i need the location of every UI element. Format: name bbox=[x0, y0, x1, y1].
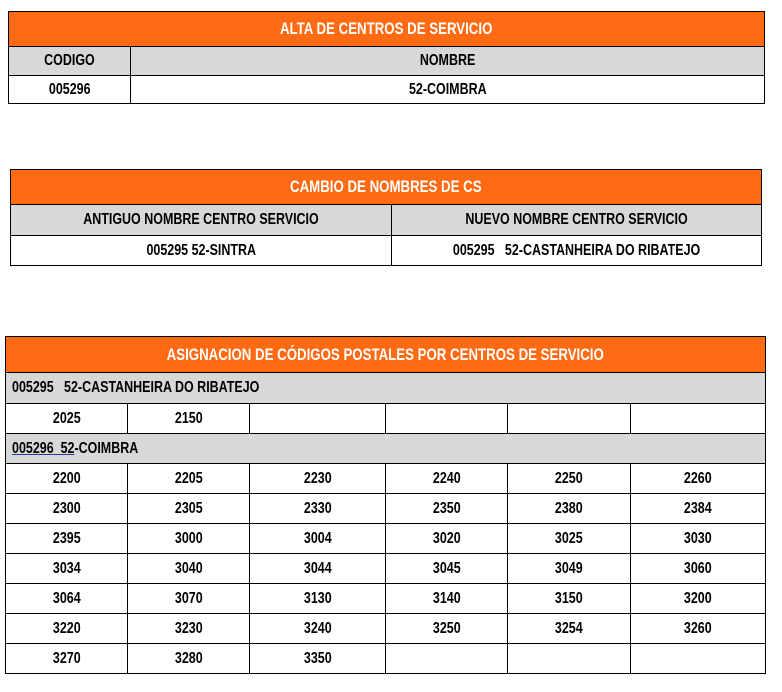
postal-code-cell: 3030 bbox=[631, 524, 766, 554]
postal-code-cell: 3270 bbox=[6, 644, 128, 674]
postal-code-cell: 3034 bbox=[6, 554, 128, 584]
postal-code-cell bbox=[508, 644, 631, 674]
postal-code-cell: 3150 bbox=[508, 584, 631, 614]
alta-col-codigo: CODIGO bbox=[9, 47, 131, 76]
postal-code-cell: 3025 bbox=[508, 524, 631, 554]
alta-row-codigo: 005296 bbox=[9, 76, 131, 104]
postal-code-cell bbox=[508, 404, 631, 434]
asignacion-title: ASIGNACION DE CÓDIGOS POSTALES POR CENTROS DE SERVICIO bbox=[6, 337, 766, 373]
postal-code-cell: 3254 bbox=[508, 614, 631, 644]
postal-code-cell: 2150 bbox=[128, 404, 250, 434]
postal-code-cell: 2240 bbox=[386, 464, 508, 494]
postal-code-cell: 3350 bbox=[250, 644, 386, 674]
cambio-col-antiguo: ANTIGUO NOMBRE CENTRO SERVICIO bbox=[11, 205, 392, 236]
group-header-coimbra bbox=[6, 434, 766, 464]
postal-code-cell: 3040 bbox=[128, 554, 250, 584]
postal-code-cell: 2260 bbox=[631, 464, 766, 494]
table-row bbox=[6, 524, 766, 554]
table-row bbox=[6, 614, 766, 644]
postal-code-cell: 3130 bbox=[250, 584, 386, 614]
postal-code-cell: 2205 bbox=[128, 464, 250, 494]
group-header-castanheira: 005295 52-CASTANHEIRA DO RIBATEJO bbox=[6, 373, 766, 404]
postal-code-cell: 2300 bbox=[6, 494, 128, 524]
postal-code-cell: 2395 bbox=[6, 524, 128, 554]
postal-code-cell: 3230 bbox=[128, 614, 250, 644]
alta-table bbox=[8, 11, 765, 104]
postal-code-cell: 3044 bbox=[250, 554, 386, 584]
postal-code-cell: 3240 bbox=[250, 614, 386, 644]
group2-name-rest: -COIMBRA bbox=[74, 439, 139, 457]
postal-code-cell: 3064 bbox=[6, 584, 128, 614]
postal-code-cell: 2230 bbox=[250, 464, 386, 494]
postal-code-cell bbox=[631, 404, 766, 434]
cambio-row-nuevo: 005295 52-CASTANHEIRA DO RIBATEJO bbox=[392, 236, 762, 266]
postal-code-cell: 3200 bbox=[631, 584, 766, 614]
group2-code: 005296 bbox=[12, 439, 54, 457]
table-row bbox=[6, 584, 766, 614]
postal-code-cell: 3020 bbox=[386, 524, 508, 554]
group-header-coimbra-cell bbox=[6, 434, 766, 464]
postal-code-cell: 3260 bbox=[631, 614, 766, 644]
table-row bbox=[6, 404, 766, 434]
postal-code-cell: 2200 bbox=[6, 464, 128, 494]
postal-code-cell: 3250 bbox=[386, 614, 508, 644]
postal-code-cell: 3049 bbox=[508, 554, 631, 584]
postal-code-cell: 3070 bbox=[128, 584, 250, 614]
alta-row-nombre: 52-COIMBRA bbox=[131, 76, 765, 104]
cambio-title: CAMBIO DE NOMBRES DE CS bbox=[11, 170, 762, 205]
table-row bbox=[6, 644, 766, 674]
postal-code-cell: 3220 bbox=[6, 614, 128, 644]
postal-code-cell: 2384 bbox=[631, 494, 766, 524]
table-row bbox=[6, 464, 766, 494]
asignacion-table bbox=[5, 336, 766, 674]
postal-code-cell: 2305 bbox=[128, 494, 250, 524]
postal-code-cell: 2350 bbox=[386, 494, 508, 524]
postal-code-cell: 3045 bbox=[386, 554, 508, 584]
postal-code-cell: 2250 bbox=[508, 464, 631, 494]
postal-code-cell: 2025 bbox=[6, 404, 128, 434]
postal-code-cell: 3140 bbox=[386, 584, 508, 614]
postal-code-cell: 2330 bbox=[250, 494, 386, 524]
cambio-table bbox=[10, 169, 762, 266]
cambio-row-antiguo: 005295 52-SINTRA bbox=[11, 236, 392, 266]
postal-code-cell: 3060 bbox=[631, 554, 766, 584]
postal-code-cell bbox=[386, 644, 508, 674]
postal-code-cell: 2380 bbox=[508, 494, 631, 524]
cambio-col-nuevo: NUEVO NOMBRE CENTRO SERVICIO bbox=[392, 205, 762, 236]
postal-code-cell bbox=[250, 404, 386, 434]
table-row bbox=[6, 554, 766, 584]
table-row bbox=[6, 494, 766, 524]
alta-col-nombre: NOMBRE bbox=[131, 47, 765, 76]
group2-name-prefix: 52 bbox=[60, 439, 75, 457]
postal-code-cell: 3000 bbox=[128, 524, 250, 554]
postal-code-cell bbox=[386, 404, 508, 434]
postal-code-cell bbox=[631, 644, 766, 674]
postal-code-cell: 3004 bbox=[250, 524, 386, 554]
alta-title: ALTA DE CENTROS DE SERVICIO bbox=[9, 12, 765, 47]
postal-code-cell: 3280 bbox=[128, 644, 250, 674]
